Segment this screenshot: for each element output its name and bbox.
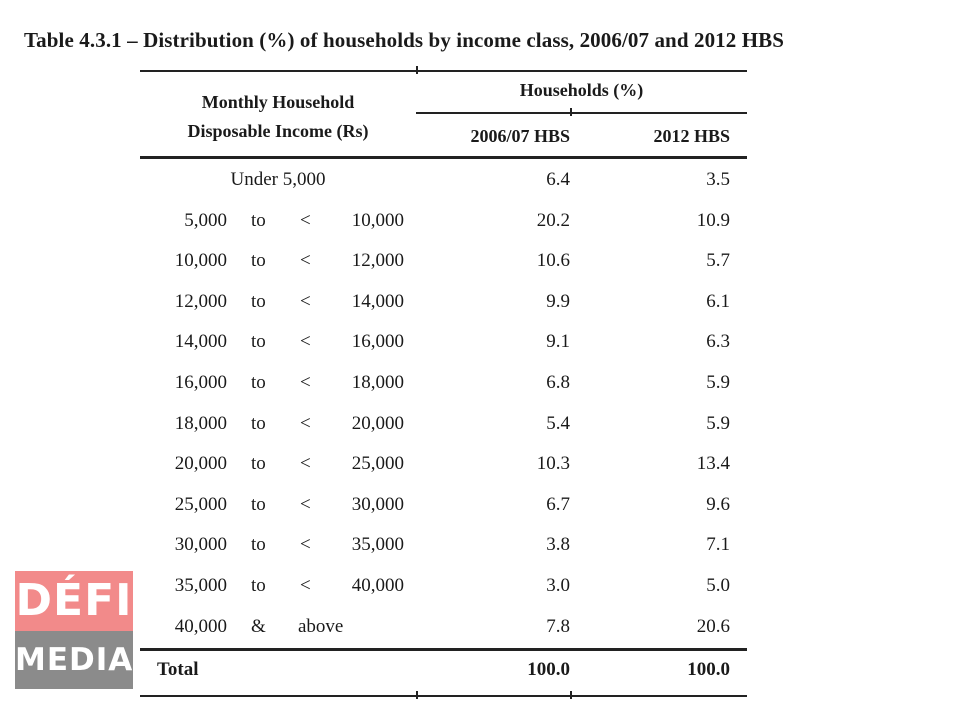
tick-mark — [570, 108, 572, 116]
value-2006: 3.8 — [546, 534, 570, 556]
income-header-line2: Disposable Income (Rs) — [187, 121, 369, 141]
col-header-2012: 2012 HBS — [653, 126, 730, 146]
households-header: Households (%) — [519, 80, 644, 100]
to-text: to — [251, 412, 266, 434]
income-upper-bound: 40,000 — [351, 575, 404, 596]
value-2006: 10.3 — [536, 453, 570, 475]
table-row — [140, 534, 747, 575]
income-lower-bound: 25,000 — [174, 493, 227, 515]
value-2006: 3.0 — [546, 575, 570, 596]
table-row — [140, 291, 747, 332]
income-upper-bound: 10,000 — [351, 209, 404, 231]
table-row — [140, 372, 747, 413]
total-label: Total — [157, 659, 199, 680]
less-than-sign: < — [300, 575, 311, 596]
table-row — [140, 616, 747, 657]
income-lower-bound: 20,000 — [174, 453, 227, 475]
logo-top-text: DÉFI — [15, 571, 133, 631]
income-lower-bound: 5,000 — [184, 209, 227, 231]
total-2012: 100.0 — [687, 659, 730, 680]
table-row — [140, 331, 747, 372]
income-lower-bound: 35,000 — [174, 575, 227, 596]
income-lower-bound: 12,000 — [174, 290, 227, 312]
less-than-sign: < — [300, 372, 311, 393]
to-text: to — [251, 575, 266, 596]
income-header-line1: Monthly Household — [201, 92, 355, 112]
less-than-sign: < — [300, 493, 311, 515]
to-text: to — [251, 372, 266, 393]
less-than-sign: < — [300, 209, 311, 231]
table-row — [140, 169, 747, 210]
income-upper-bound: 35,000 — [351, 534, 404, 556]
tick-mark — [416, 691, 418, 699]
value-2006: 9.9 — [546, 290, 570, 312]
income-distribution-table — [140, 70, 747, 702]
table-row — [140, 494, 747, 535]
less-than-sign: < — [300, 250, 311, 272]
to-text: to — [251, 453, 266, 475]
income-lower-bound: 18,000 — [174, 412, 227, 434]
bottom-rule — [140, 695, 747, 697]
tick-mark — [570, 691, 572, 699]
value-2006: 7.8 — [546, 616, 570, 637]
value-2006: 6.8 — [546, 372, 570, 393]
value-2012: 13.4 — [696, 453, 730, 475]
income-upper-bound: 30,000 — [351, 493, 404, 515]
income-lower-bound: 40,000 — [174, 616, 227, 637]
top-rule — [140, 70, 747, 72]
income-lower-bound: 14,000 — [174, 331, 227, 353]
income-upper-bound: 12,000 — [351, 250, 404, 272]
table-row — [140, 250, 747, 291]
value-2012: 6.1 — [706, 290, 730, 312]
ampersand-text: & — [251, 616, 266, 637]
income-upper-bound: 25,000 — [351, 453, 404, 475]
table-row — [140, 210, 747, 251]
income-lower-bound: 10,000 — [174, 250, 227, 272]
table-row — [140, 413, 747, 454]
value-2006: 5.4 — [546, 412, 570, 434]
header-bottom-rule — [140, 156, 747, 159]
value-2012: 20.6 — [696, 616, 730, 637]
value-2006: 6.7 — [546, 493, 570, 515]
value-2006: 9.1 — [546, 331, 570, 353]
less-than-sign: < — [300, 331, 311, 353]
less-than-sign: < — [300, 534, 311, 556]
to-text: to — [251, 493, 266, 515]
defi-media-logo — [15, 571, 133, 689]
value-2012: 5.7 — [706, 250, 730, 272]
value-2006: 10.6 — [536, 250, 570, 272]
value-2006: 6.4 — [546, 169, 570, 190]
value-2012: 5.9 — [706, 412, 730, 434]
value-2012: 10.9 — [696, 209, 730, 231]
income-column-header — [140, 88, 416, 146]
to-text: to — [251, 250, 266, 272]
income-upper-bound: 18,000 — [351, 372, 404, 393]
value-2012: 9.6 — [706, 493, 730, 515]
value-2006: 20.2 — [536, 209, 570, 231]
to-text: to — [251, 534, 266, 556]
to-text: to — [251, 331, 266, 353]
income-lower-bound: 30,000 — [174, 534, 227, 556]
value-2012: 5.0 — [706, 575, 730, 596]
total-2006: 100.0 — [527, 659, 570, 680]
table-row — [140, 575, 747, 616]
income-upper-bound: 16,000 — [351, 331, 404, 353]
value-2012: 3.5 — [706, 169, 730, 190]
income-class-label: Under 5,000 — [230, 169, 326, 190]
less-than-sign: < — [300, 290, 311, 312]
income-lower-bound: 16,000 — [174, 372, 227, 393]
table-row — [140, 453, 747, 494]
value-2012: 7.1 — [706, 534, 730, 556]
above-text: above — [298, 616, 344, 637]
value-2012: 6.3 — [706, 331, 730, 353]
value-2012: 5.9 — [706, 372, 730, 393]
less-than-sign: < — [300, 453, 311, 475]
income-upper-bound: 20,000 — [351, 412, 404, 434]
less-than-sign: < — [300, 412, 311, 434]
to-text: to — [251, 290, 266, 312]
to-text: to — [251, 209, 266, 231]
logo-bottom-text: MEDIA — [15, 631, 133, 689]
households-header-rule — [416, 112, 747, 114]
tick-mark — [416, 66, 418, 74]
col-header-2006: 2006/07 HBS — [470, 126, 570, 146]
table-title: Table 4.3.1 – Distribution (%) of households by income class, 2006/07 and 2012 HBS — [24, 28, 785, 52]
income-upper-bound: 14,000 — [351, 290, 404, 312]
